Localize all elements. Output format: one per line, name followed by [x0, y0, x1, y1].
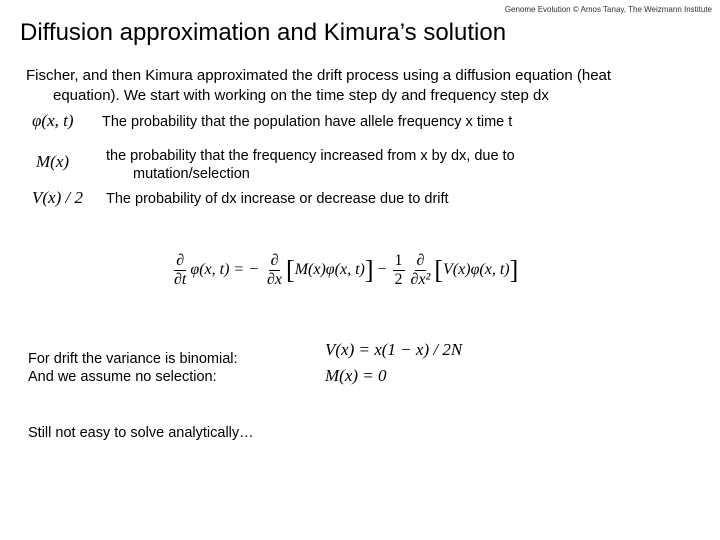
definition-m-text: the probability that the frequency increased from x by dx, due to	[106, 148, 515, 164]
term-1: M(x)φ(x, t)	[294, 261, 365, 279]
term-2: V(x)φ(x, t)	[443, 261, 510, 279]
variance-equation: V(x) = x(1 − x) / 2N	[325, 340, 463, 359]
left-bracket: [	[286, 255, 295, 285]
no-selection-text: And we assume no selection:	[28, 369, 217, 385]
selection-equation: M(x) = 0	[325, 366, 387, 385]
symbol-m: M(x)	[36, 152, 70, 171]
minus-sign: −	[377, 261, 387, 279]
drift-variance-text: For drift the variance is binomial:	[28, 351, 238, 367]
symbol-phi: φ(x, t)	[32, 111, 74, 130]
symbol-v: V(x) / 2	[32, 188, 83, 207]
definition-phi-text: The probability that the population have allele frequency x time t	[102, 114, 513, 130]
intro-line-1: Fischer, and then Kimura approximated the drift process using a diffusion equation (heat	[26, 67, 612, 84]
left-bracket-2: [	[434, 255, 444, 285]
slide-title: Diffusion approximation and Kimura’s solution	[20, 19, 507, 46]
intro-paragraph	[26, 66, 686, 106]
definition-m	[106, 147, 515, 183]
definition-phi	[102, 113, 512, 131]
lhs-function: φ(x, t) = −	[190, 261, 260, 279]
definition-v	[106, 190, 449, 208]
right-bracket-2: ]	[509, 255, 519, 285]
right-bracket: ]	[364, 255, 374, 285]
closing-note: Still not easy to solve analytically…	[28, 425, 254, 441]
second-derivative: $\frac{\partial}{\text{∂x²}}$	[410, 252, 431, 288]
definition-v-text: The probability of dx increase or decrease due to drift	[106, 191, 449, 207]
intro-line-2: equation). We start with working on the time step dy and frequency step dx	[53, 87, 549, 104]
definition-m-cont: mutation/selection	[133, 166, 250, 182]
first-derivative: $\frac{\partial}{\partial x}$	[267, 252, 283, 288]
lhs-derivative: $\frac{\partial}{\partial t}$	[174, 252, 187, 288]
half-fraction: $\frac{1}{2}$	[394, 252, 403, 288]
header-note: Genome Evolution © Amos Tanay, The Weizmann Institute	[504, 5, 712, 14]
diffusion-equation	[170, 252, 518, 289]
